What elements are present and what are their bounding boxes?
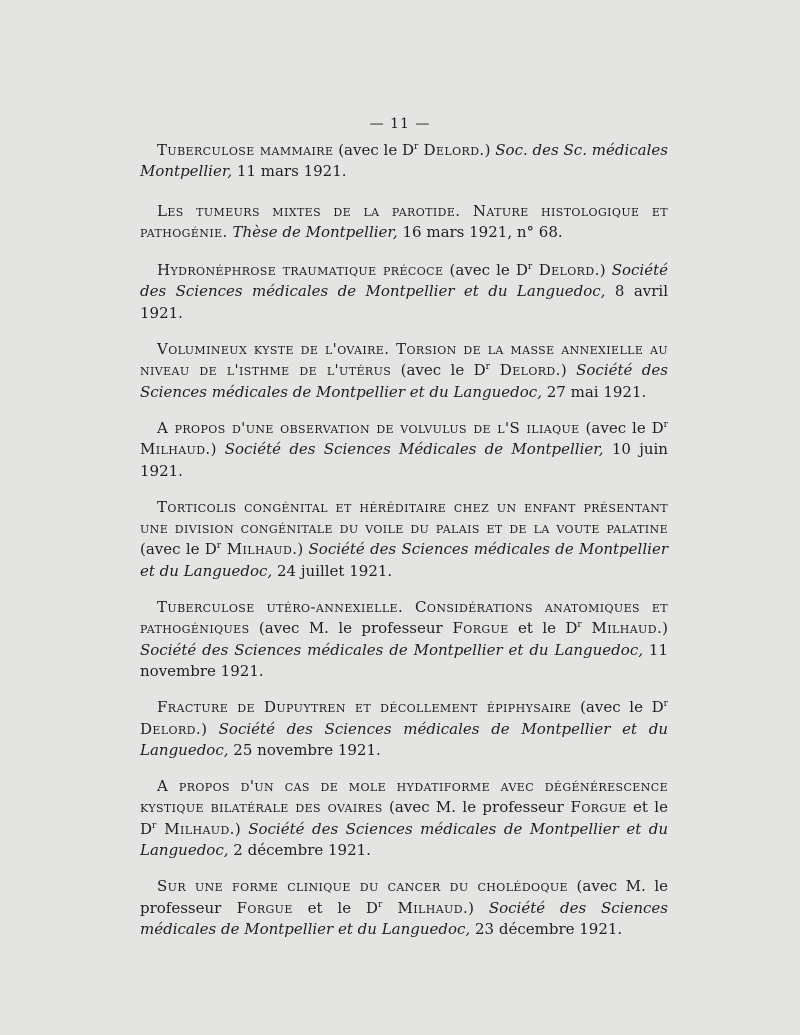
entry-title: Hydronéphrose traumatique précoce (157, 261, 444, 280)
entry-title: A propos d'une observation de volvulus de l'S iliaque (157, 418, 580, 437)
entry-title: Tuberculose utéro-annexielle. Considérations anatomiques et pathogéniques (140, 598, 668, 638)
entry-source: Société des Sciences Médicales de Montpellier, (224, 440, 604, 459)
entry-source: Société des Sciences médicales de Montpellier et du Languedoc, (140, 540, 668, 580)
entry-title: Les tumeurs mixtes de la parotide. Nature histologique et pathogénie. (140, 201, 668, 241)
entry-date: 11 mars 1921. (236, 162, 347, 181)
entry-title: Sur une forme clinique du cancer du cholédoque (157, 877, 568, 896)
entry-date: 27 mai 1921. (546, 382, 647, 401)
entry-source: Société des Sciences médicales de Montpellier et du Languedoc, (140, 361, 668, 401)
list-item (140, 260, 668, 324)
list-item (140, 418, 668, 482)
entry-source: Soc. des Sc. médicales Montpellier, (140, 141, 668, 181)
entry-title: A propos d'un cas de mole hydatiforme avec dégénérescence kystique bilatérale des ovaires (140, 777, 668, 817)
entry-date: 2 décembre 1921. (233, 841, 371, 860)
entry-source: Société des Sciences médicales de Montpellier et du Languedoc, (140, 719, 669, 759)
entry-collaborator: (avec M. le professeur Forgue et le $D^r$ Milhaud.) (140, 798, 668, 838)
entry-date: 10 juin 1921. (140, 440, 668, 480)
entry-collaborator: (avec le $D^r$ Delord.) (338, 141, 491, 159)
entry-collaborator: (avec le $D^r$ Delord.) (140, 698, 668, 738)
entry-collaborator: (avec le $D^r$ Milhaud.) (140, 540, 304, 559)
page-number: — 11 — (369, 116, 431, 132)
list-item (140, 776, 668, 861)
list-item (140, 201, 668, 244)
list-item (140, 597, 668, 682)
entry-date: 8 avril 1921. (140, 282, 668, 322)
entry-source: Société des Sciences médicales de Montpellier et du Languedoc, (140, 898, 668, 938)
entry-source: Thèse de Montpellier, (232, 222, 398, 241)
entry-collaborator: (avec le $D^r$ Delord.) (400, 361, 567, 380)
entry-date: 24 juillet 1921. (277, 561, 393, 580)
list-item (140, 339, 668, 403)
entry-title: Volumineux kyste de l'ovaire. Torsion de la masse annexielle au niveau de l'isthme de l'utérus (140, 340, 668, 380)
list-item (140, 697, 668, 761)
entry-source: Société des Sciences médicales de Montpellier et du Languedoc, (140, 261, 669, 301)
entry-title: Tuberculose mammaire (157, 141, 334, 159)
bibliography-list (140, 140, 668, 955)
entry-source: Société des Sciences médicales de Montpellier et du Languedoc, (140, 640, 643, 659)
list-item (140, 497, 668, 582)
entry-collaborator: (avec M. le professeur Forgue et le $D^r$ Milhaud.) (140, 877, 668, 917)
entry-collaborator: (avec le $D^r$ Milhaud.) (140, 418, 668, 459)
entry-title: Fracture de Dupuytren et décollement épiphysaire (157, 698, 572, 717)
entry-date: 11 novembre 1921. (140, 640, 668, 680)
entry-date: 25 novembre 1921. (233, 740, 381, 759)
entry-source: Société des Sciences médicales de Montpellier et du Languedoc, (140, 819, 668, 860)
list-item (140, 876, 668, 940)
entry-date: 16 mars 1921, n° 68. (402, 222, 563, 241)
entry-collaborator: (avec M. le professeur Forgue et le $D^r$ Milhaud.) (258, 619, 668, 638)
entry-date: 23 décembre 1921. (475, 919, 623, 938)
list-item (140, 140, 668, 183)
entry-collaborator: (avec le $D^r$ Delord.) (449, 261, 606, 280)
entry-title: Torticolis congénital et héréditaire chez un enfant présentant une division congénitale du voile du palais et de la voute palatine (140, 497, 668, 538)
